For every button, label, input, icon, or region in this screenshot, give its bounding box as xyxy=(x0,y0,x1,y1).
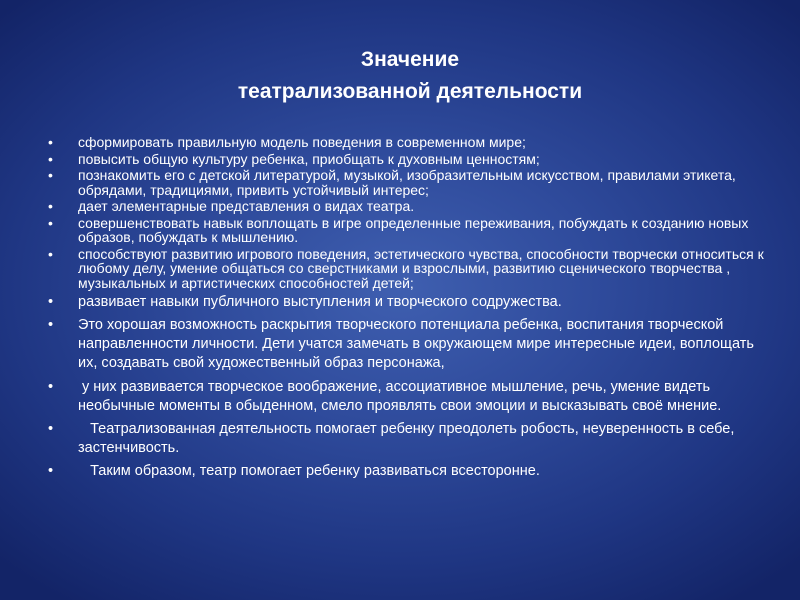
bullet-item: • дает элементарные представления о видах театра. xyxy=(45,199,765,214)
bullet-item: • развивает навыки публичного выступления и творческого содружества. xyxy=(45,293,765,313)
slide-title-line-2: театрализованной деятельности xyxy=(237,80,583,103)
bullet-item: • у них развивается творческое воображение, ассоциативное мышление, речь, умение видеть необычные моменты в обыденном, смело проявлять свои эмоции и высказывать своё мнение. xyxy=(45,378,765,416)
bullet-item: • способствуют развитию игрового поведения, эстетического чувства, способности творчески относиться к любому делу, умение общаться со сверстниками и взрослыми, развитию сценического творчества , музыкальных и артистических способностей детей; xyxy=(45,247,765,291)
slide-title xyxy=(0,44,800,108)
bullet-item: • Таким образом, театр помогает ребенку развиваться всесторонне. xyxy=(45,462,765,481)
bullet-item: • Это хорошая возможность раскрытия творческого потенциала ребенка, воспитания творческой направленности личности. Дети учатся замечать в окружающем мире интересные идеи, воплощать их, создавать свой художественный образ персонажа, xyxy=(45,316,765,373)
bullet-item: • совершенствовать навык воплощать в игре определенные переживания, побуждать к созданию новых образов, побуждать к мышлению. xyxy=(45,216,765,245)
bullet-item: • познакомить его с детской литературой, музыкой, изобразительным искусством, правилами этикета, обрядами, традициями, привить устойчивый интерес; xyxy=(45,168,765,197)
slide-title-line-1: Значение xyxy=(360,48,460,71)
bullet-item: • Театрализованная деятельность помогает ребенку преодолеть робость, неуверенность в себе, застенчивость. xyxy=(45,420,765,458)
bullet-item: • повысить общую культуру ребенка, приобщать к духовным ценностям; xyxy=(45,152,765,167)
bullet-list xyxy=(45,134,768,485)
bullet-item: • сформировать правильную модель поведения в современном мире; xyxy=(45,135,765,150)
